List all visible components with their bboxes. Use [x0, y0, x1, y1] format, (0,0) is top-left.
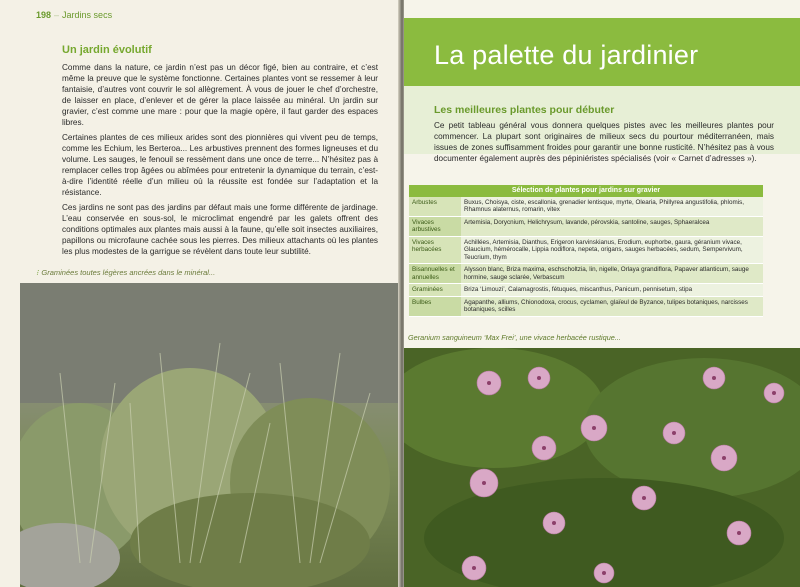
page-folio: 198 – Jardins secs [36, 10, 113, 20]
section-heading: Un jardin évolutif [62, 44, 152, 56]
table-header-row [409, 185, 763, 197]
plant-list: Briza ‘Limouzi’, Calamagrostis, fétuques, miscanthus, Panicum, pennisetum, stipa [461, 284, 763, 297]
table-row [409, 236, 763, 264]
right-page [404, 0, 800, 587]
plant-category: Graminées [409, 284, 461, 297]
plant-category: Bulbes [409, 296, 461, 316]
grasses-photo [20, 283, 400, 587]
table-row [409, 296, 763, 316]
plant-list: Alysson blanc, Briza maxima, eschscholtzia, lin, nigelle, Orlaya grandiflora, Papaver atlanticum, sauge hormine, sauge sclarée, Verbascum [461, 264, 763, 284]
table-title: Sélection de plantes pour jardins sur gravier [409, 185, 763, 197]
plant-category: Bisannuelles et annuelles [409, 264, 461, 284]
plant-selection-table [409, 185, 763, 317]
plant-list: Agapanthe, alliums, Chionodoxa, crocus, cyclamen, glaïeul de Byzance, tulipes botaniques, narcisses botaniques, scilles [461, 296, 763, 316]
geranium-illustration [404, 348, 800, 587]
section-name: Jardins secs [62, 10, 113, 20]
table-row [409, 197, 763, 217]
plant-list: Buxus, Choisya, ciste, escallonia, grenadier lentisque, myrte, Olearia, Phillyrea angustifolia, phlomis, Rhamnus alaternus, romarin, vitex [461, 197, 763, 217]
intro-text: Ce petit tableau général vous donnera quelques pistes avec les meilleures plantes pour commencer. La plupart sont originaires de milieux secs du pourtour méditerranéen, mais issues de zones suffisamment froides pour garantir une bonne rusticité. N’hésitez pas à vous documenter également auprès des pépiniéristes spécialisés (voir « Carnet d’adresses »). [434, 121, 774, 163]
plant-list: Artemisia, Dorycnium, Helichrysum, lavande, pérovskia, santoline, sauges, Sphaeralcea [461, 216, 763, 236]
page-number: 198 [36, 10, 52, 20]
caption-text: Graminées toutes légères ancrées dans le minéral... [41, 268, 216, 277]
table-row [409, 264, 763, 284]
paragraph: Certaines plantes de ces milieux arides sont des pionnières qui vivent peu de temps, comme les Echium, les Berteroa... Les arbustives prennent des formes ligneuses et du volume. Les sauges, le fenouil se ressèment dans une once de terre... N’hésitez pas à remplacer celles trop âgées ou abîmées pour entretenir la dynamique du terrain, c’est-à-dire l’identité réelle d’un milieu où la réussite est fondée sur l’adaptation et la résistance. [62, 133, 378, 197]
plant-list: Achillées, Artemisia, Dianthus, Erigeron karvinskianus, Erodium, euphorbe, gaura, géranium vivace, Glaucium, hémérocalle, Lippia nodiflora, nepeta, origans, sauges herbacées, sedum, Sempervivum, Teucrium, thym [461, 236, 763, 264]
body-text [62, 62, 378, 261]
plant-category: Vivaces herbacées [409, 236, 461, 264]
subsection-heading: Les meilleures plantes pour débuter [434, 104, 615, 116]
photo-caption: Geranium sanguineum ‘Max Frei’, une vivace herbacée rustique... [408, 333, 621, 342]
table-row [409, 284, 763, 297]
photo-caption [36, 268, 215, 277]
plant-category: Vivaces arbustives [409, 216, 461, 236]
table-row [409, 216, 763, 236]
paragraph: Comme dans la nature, ce jardin n’est pas un décor figé, bien au contraire, et c’est même la preuve que le système fonctionne. Certaines plantes vont se ressemer à leur fantaisie, d’autres vont couvrir le sol allègrement. À vous de jouer le chef d’orchestre, de laisser en place, d’enlever et de gérer la place laissée au minéral. Un jardin sur gravier, c’est comme une mare : pour que la magie opère, il faut garder des espaces libres. [62, 63, 378, 127]
geranium-photo [404, 348, 800, 587]
plant-category: Arbustes [409, 197, 461, 217]
grasses-illustration [20, 283, 400, 587]
paragraph: Ces jardins ne sont pas des jardins par défaut mais une forme différente de jardinage. L’eau conservée en sous-sol, le microclimat engendré par les galets offrent des conditions optimales aux plantes mais aussi à la faune, qu’elle soit insectes auxiliaires, papillons ou microfaune cachée sous les pierres. Des milieux attachants où les plantes les plus modestes de la garrigue se révèlent dans toute leur subtilité. [62, 203, 378, 256]
caption-marker-icon: ⁝ [36, 268, 39, 277]
chapter-title: La palette du jardinier [434, 40, 699, 70]
